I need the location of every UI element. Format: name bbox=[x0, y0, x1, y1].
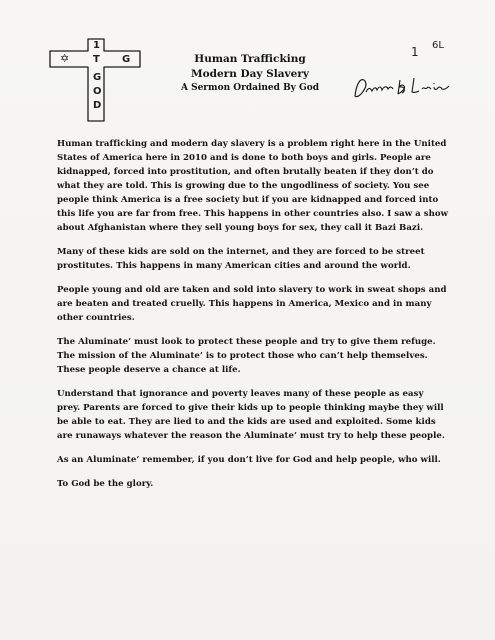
cross-letter-top: 1 bbox=[93, 40, 100, 51]
paragraph-7: To God be the glory. bbox=[57, 479, 154, 489]
cross-letter-middle: T bbox=[93, 54, 100, 65]
paragraph-5: Understand that ignorance and poverty leaves many of these people as easy prey. Parents are forced to give their kids up to people thinking maybe they will be able to eat. They are lied to and the kids are used and exploited. Some kids are runaways whatever the reason the Aluminate’ must try to help these people. bbox=[57, 389, 445, 441]
cross-letter-bottom-1: G bbox=[93, 72, 102, 83]
cross-logo-icon bbox=[44, 37, 144, 123]
title-line-2: Modern Day Slavery bbox=[191, 68, 309, 80]
sermon-body bbox=[57, 137, 449, 501]
paragraph-1: Human trafficking and modern day slavery is a problem right here in the United States of America here in 2010 and is done to both boys and girls. People are kidnapped, forced into prostitution, and often brutally beaten if they don’t do what they are told. This is growing due to the ungodliness of society. You see people think America is a free society but if you are kidnapped and forced into this life you are far from free. This happens in other countries also. I saw a show about Afghanistan where they sell young boys for sex, they call it Bazi Bazi. bbox=[57, 139, 449, 233]
document-heading bbox=[160, 52, 340, 95]
cross-letter-bottom-3: D bbox=[93, 100, 102, 111]
aux-mark: 6L bbox=[432, 40, 444, 51]
handwritten-signature bbox=[352, 74, 452, 104]
paragraph-2: Many of these kids are sold on the internet, and they are forced to be street prostitutes. This happens in many American cities and around the world. bbox=[57, 247, 425, 271]
paragraph-4: The Aluminate’ must look to protect these people and try to give them refuge. The mission of the Aluminate’ is to protect those who can’t help themselves. These people deserve a chance at life. bbox=[57, 337, 436, 375]
paragraph-3: People young and old are taken and sold into slavery to work in sweat shops and are beaten and treated cruelly. This happens in America, Mexico and in many other countries. bbox=[57, 285, 447, 323]
page-number: 1 bbox=[411, 45, 419, 59]
cross-letter-right: G bbox=[122, 54, 131, 65]
subtitle: A Sermon Ordained By God bbox=[180, 83, 320, 93]
signature-icon bbox=[352, 74, 452, 104]
cross-letter-bottom-2: O bbox=[93, 86, 102, 97]
star-of-david-icon: ✡ bbox=[60, 52, 70, 65]
title-line-1: Human Trafficking bbox=[194, 53, 306, 65]
paragraph-6: As an Aluminate’ remember, if you don’t live for God and help people, who will. bbox=[57, 455, 441, 465]
